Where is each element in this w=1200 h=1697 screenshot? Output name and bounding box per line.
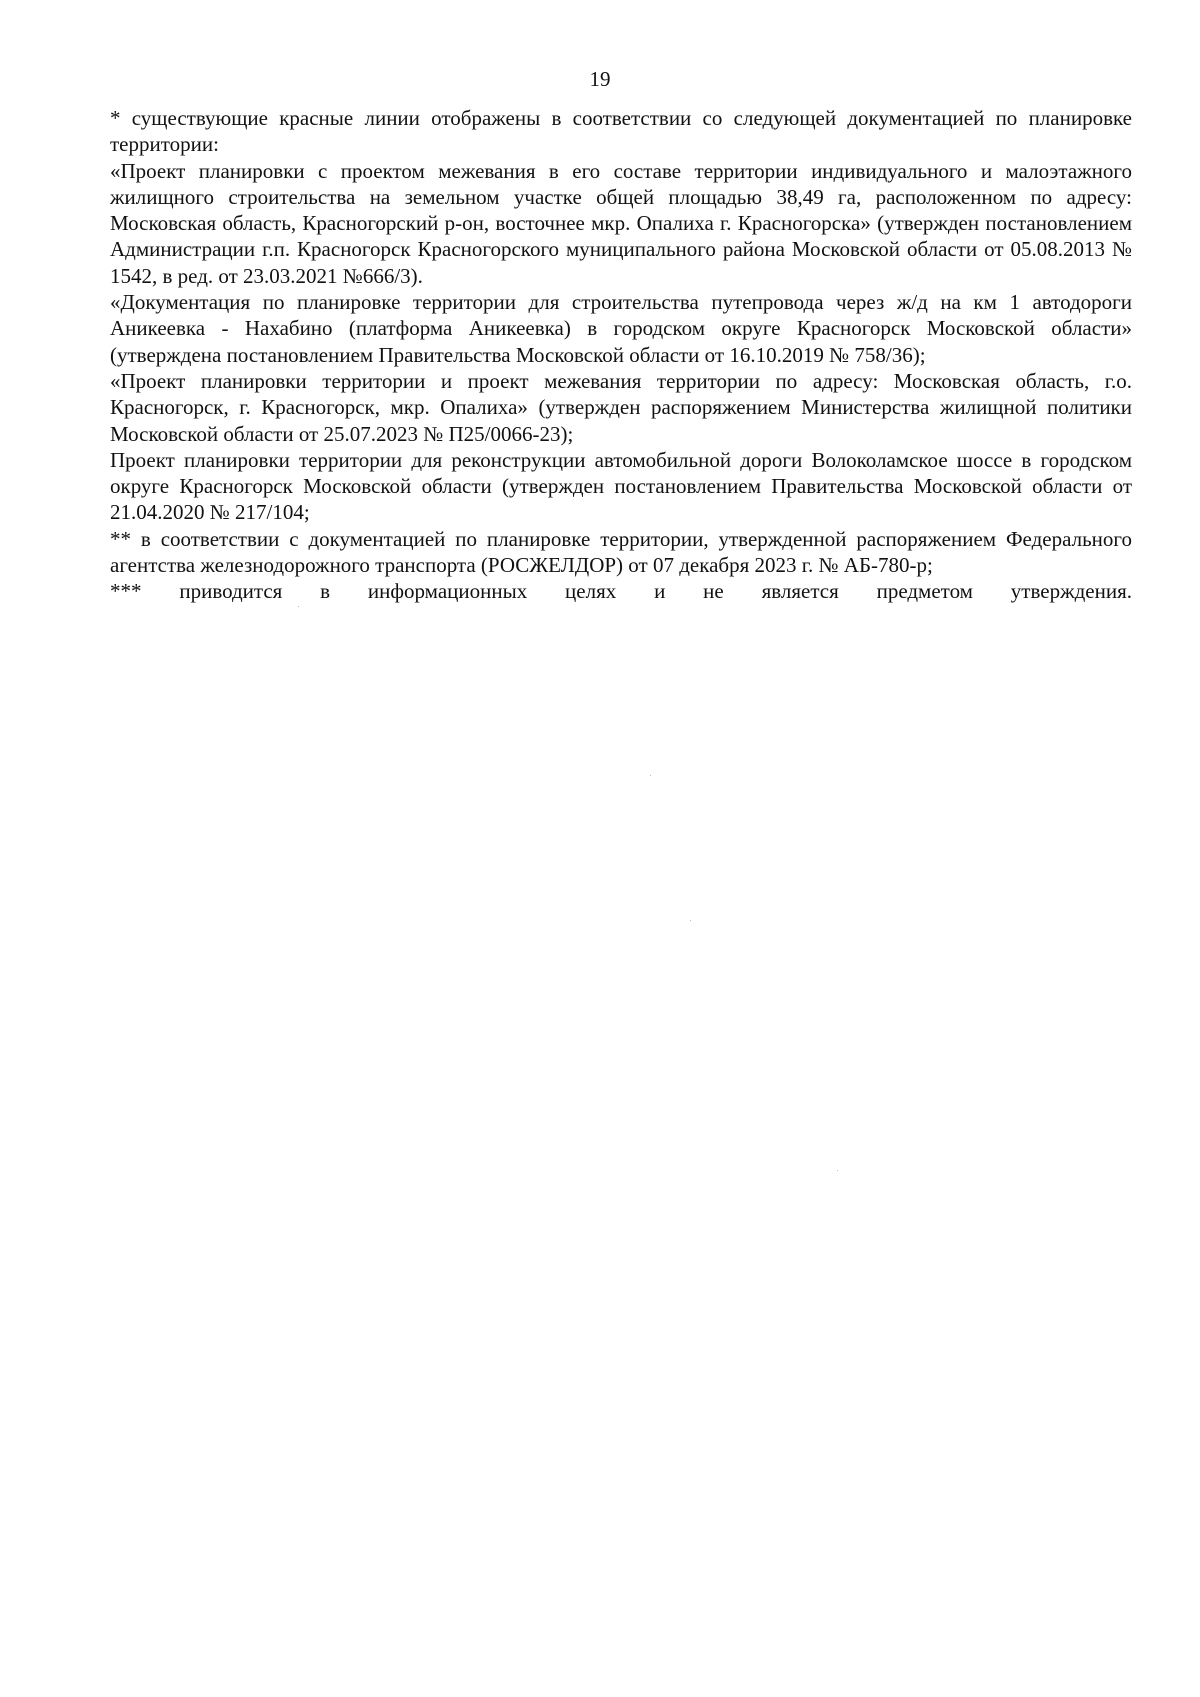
scan-speck <box>298 606 299 607</box>
page-number: 19 <box>589 67 611 91</box>
scan-speck <box>837 1170 838 1171</box>
scan-speck <box>650 775 651 776</box>
reference-opalikha-planning-project: «Проект планировки территории и проект межевания территории по адресу: Московская область, г.о. Красногорск, г. Красногорск, мкр. Опалиха» (утвержден распоряжением Министерства жилищной политики Московской области от 25.07.2023 № П25/0066-23); <box>110 368 1132 446</box>
scan-speck <box>690 920 691 921</box>
reference-opalikha-lowrise-project: «Проект планировки с проектом межевания в его составе территории индивидуального и малоэтажного жилищного строительства на земельном участке общей площадью 38,49 га, расположенном по адресу: Московская область, Красногорский р-он, восточнее мкр. Опалиха г. Красногорска» (утвержден постановлением Администрации г.п. Красногорск Красногорского муниципального района Московской области от 05.08.2013 № 1542, в ред. от 23.03.2021 №666/3). <box>110 158 1132 288</box>
reference-volokolamsk-highway-project: Проект планировки территории для реконструкции автомобильной дороги Волоколамское шоссе в городском округе Красногорск Московской области (утвержден постановлением Правительства Московской области от 21.04.2020 № 217/104; <box>110 447 1132 525</box>
reference-overpass-documentation: «Документация по планировке территории для строительства путепровода через ж/д на км 1 автодороги Аникеевка - Нахабино (платформа Аникеевка) в городском округе Красногорск Московской области» (утверждена постановлением Правительства Московской области от 16.10.2019 № 758/36); <box>110 290 1132 367</box>
footnote-informational: *** приводится в информационных целях и не является предметом утверждения. <box>110 579 1132 604</box>
footnote-roszheldor: ** в соответствии с документацией по планировке территории, утвержденной распоряжением Федерального агентства железнодорожного транспорта (РОСЖЕЛДОР) от 07 декабря 2023 г. № АБ-780-р; <box>110 526 1132 578</box>
footnote-red-lines-intro: * существующие красные линии отображены в соответствии со следующей документацией по планировке территории: <box>110 106 1132 157</box>
document-body <box>110 105 1132 605</box>
